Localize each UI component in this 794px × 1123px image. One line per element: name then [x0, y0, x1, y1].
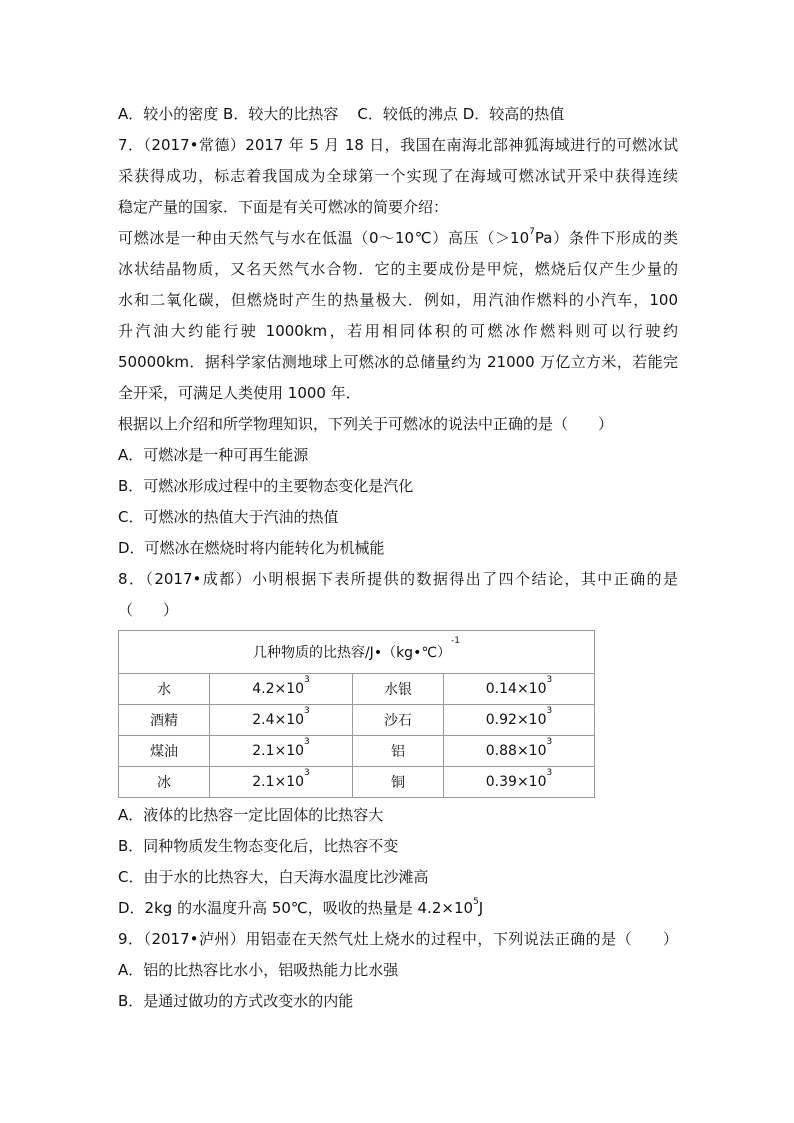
q8-option-c: C．由于水的比热容大，白天海水温度比沙滩高: [118, 868, 429, 886]
table-row: [119, 767, 595, 798]
substance-cell: 酒精: [119, 705, 210, 736]
table-row: [119, 705, 595, 736]
q8-option-d-text: D．2kg 的水温度升高 50℃，吸收的热量是 4.2×10: [118, 899, 474, 917]
value-mantissa: 2.1×10: [252, 774, 305, 790]
q7-stem-line-1: 7．（2017•常德）2017 年 5 月 18 日，我国在南海北部神狐海域进行的可燃冰试: [118, 136, 678, 154]
value-mantissa: 0.14×10: [485, 681, 547, 697]
substance-cell: 水: [119, 674, 210, 705]
q7-stem-line-3: 稳定产量的国家．下面是有关可燃冰的简要介绍：: [118, 198, 449, 216]
specific-heat-table: [118, 630, 595, 798]
substance-cell: 煤油: [119, 736, 210, 767]
value-cell: [210, 736, 353, 767]
q6-option-d: D．较高的热值: [462, 105, 565, 123]
value-exponent: 3: [546, 768, 553, 778]
table-row: [119, 674, 595, 705]
value-cell: [210, 674, 353, 705]
q6-option-c: C．较低的沸点: [357, 105, 458, 123]
value-cell: [444, 705, 595, 736]
value-exponent: 3: [304, 706, 310, 716]
table-caption-text: 几种物质的比热容/J•（kg•℃）: [252, 645, 452, 661]
substance-cell: 水银: [353, 674, 444, 705]
value-exponent: 3: [546, 675, 553, 685]
q8-stem-line-1: 8．（2017•成都）小明根据下表所提供的数据得出了四个结论，其中正确的是: [118, 570, 678, 588]
substance-cell: 铝: [353, 736, 444, 767]
q7-passage-l1-exponent: 7: [529, 227, 535, 237]
table-caption-row: [119, 631, 595, 674]
value-exponent: 3: [546, 706, 553, 716]
q9-stem: 9．（2017•泸州）用铝壶在天然气灶上烧水的过程中，下列说法正确的是（ ）: [118, 930, 678, 948]
value-cell: [210, 767, 353, 798]
q8-option-d-unit: J: [478, 899, 484, 917]
value-cell: [444, 674, 595, 705]
q8-option-b: B．同种物质发生物态变化后，比热容不变: [118, 837, 399, 855]
q7-option-b: B．可燃冰形成过程中的主要物态变化是汽化: [118, 477, 414, 495]
value-exponent: 3: [546, 737, 553, 747]
q7-question: 根据以上介绍和所学物理知识，下列关于可燃冰的说法中正确的是（ ）: [118, 415, 614, 433]
q7-passage-line-2: 冰状结晶物质，又名天然气水合物．它的主要成份是甲烷，燃烧后仅产生少量的: [118, 260, 678, 278]
q6-option-a: A．较小的密度: [118, 105, 219, 123]
value-exponent: 3: [304, 675, 310, 685]
q8-option-d: [118, 893, 678, 924]
value-mantissa: 2.1×10: [252, 743, 305, 759]
q7-passage-line-1: [118, 223, 678, 254]
document-content: [118, 99, 678, 1017]
q9-option-b: B．是通过做功的方式改变水的内能: [118, 992, 354, 1010]
table-row: [119, 736, 595, 767]
q7-passage-line-5: 50000km．据科学家估测地球上可燃冰的总储量约为 21000 万亿立方米，若能完: [118, 353, 678, 371]
q8-option-d-exponent: 5: [473, 897, 479, 907]
q7-passage-l1-pre: 可燃冰是一种由天然气与水在低温（0～10℃）高压（＞10: [118, 229, 530, 247]
q7-option-c: C．可燃冰的热值大于汽油的热值: [118, 508, 339, 526]
q6-options-line: [118, 99, 678, 130]
q7-passage-line-4: 升汽油大约能行驶 1000km，若用相同体积的可燃冰作燃料则可以行驶约: [118, 322, 678, 340]
value-exponent: 3: [304, 768, 310, 778]
q9-option-a: A．铝的比热容比水小，铝吸热能力比水强: [118, 961, 399, 979]
table-caption-exponent: -1: [451, 636, 461, 646]
substance-cell: 冰: [119, 767, 210, 798]
value-cell: [444, 736, 595, 767]
q7-passage-l1-post: Pa）条件下形成的类: [534, 229, 678, 247]
table-caption: [119, 631, 595, 674]
q7-passage-line-3: 水和二氧化碳，但燃烧时产生的热量极大．例如，用汽油作燃料的小汽车，100: [118, 291, 678, 309]
value-cell: [444, 767, 595, 798]
value-mantissa: 0.39×10: [485, 774, 547, 790]
q7-stem-line-2: 采获得成功，标志着我国成为全球第一个实现了在海域可燃冰试开采中获得连续: [118, 167, 678, 185]
q8-option-a: A．液体的比热容一定比固体的比热容大: [118, 806, 384, 824]
q7-option-a: A．可燃冰是一种可再生能源: [118, 446, 309, 464]
q7-option-d: D．可燃冰在燃烧时将内能转化为机械能: [118, 539, 385, 557]
q7-passage-line-6: 全开采，可满足人类使用 1000 年．: [118, 384, 361, 402]
value-mantissa: 2.4×10: [252, 712, 305, 728]
q8-stem-line-2: （ ）: [118, 601, 179, 619]
value-mantissa: 4.2×10: [252, 681, 305, 697]
q6-option-b: B．较大的比热容: [223, 105, 339, 123]
value-exponent: 3: [304, 737, 310, 747]
value-mantissa: 0.92×10: [485, 712, 547, 728]
substance-cell: 铜: [353, 767, 444, 798]
substance-cell: 沙石: [353, 705, 444, 736]
value-cell: [210, 705, 353, 736]
value-mantissa: 0.88×10: [485, 743, 547, 759]
